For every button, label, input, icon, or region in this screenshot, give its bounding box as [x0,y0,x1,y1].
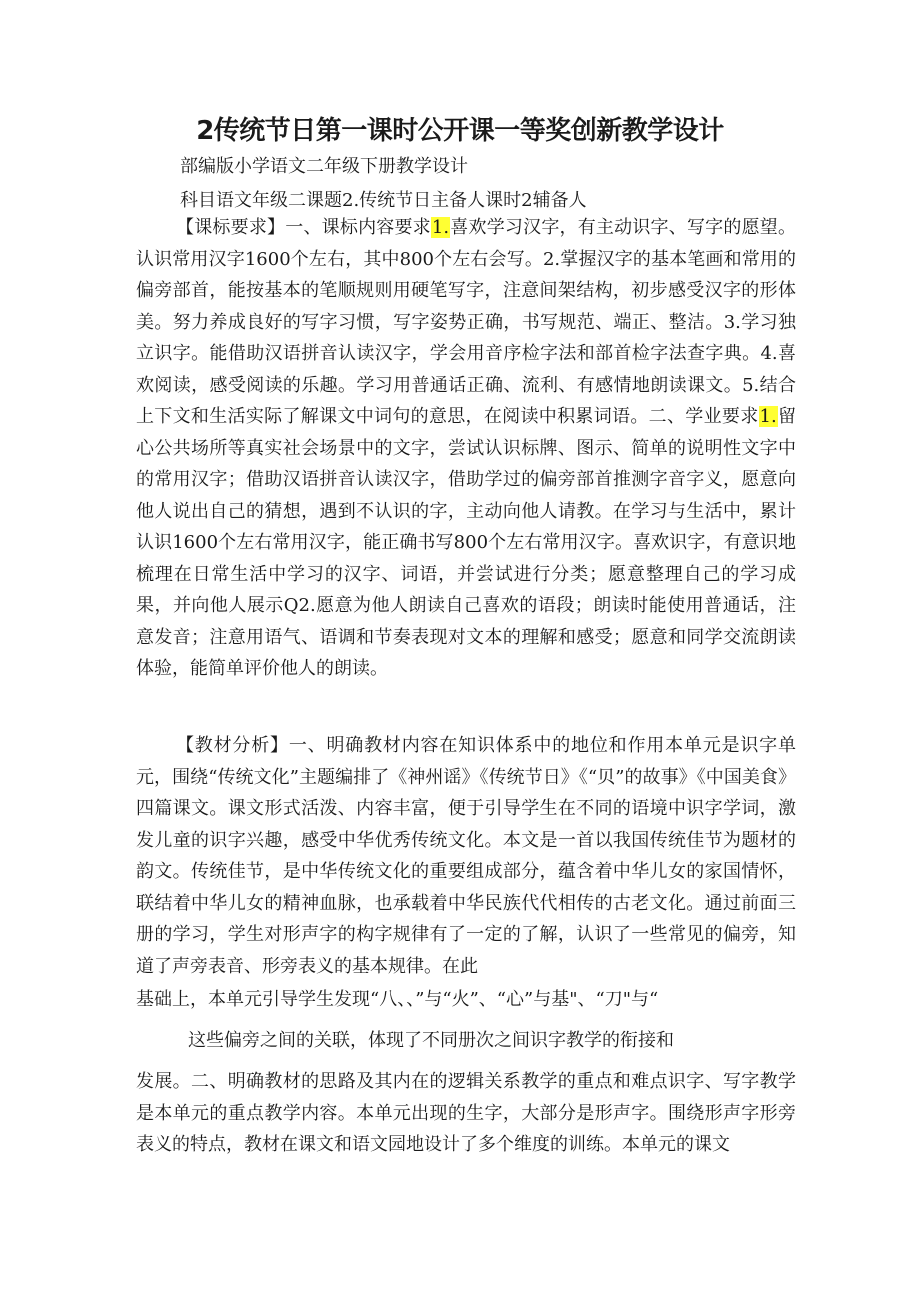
document-subtitle: 部编版小学语文二年级下册教学设计 [180,156,468,177]
radical-relation-line: 这些偏旁之间的关联，体现了不同册次之间识字教学的衔接和 [188,1030,674,1051]
document-title: 2传统节日第一课时公开课一等奖创新教学设计 [196,116,724,146]
highlight-mark-1: 1. [431,217,450,238]
teaching-focus-paragraph: 发展。二、明确教材的思路及其内在的逻辑关系教学的重点和难点识字、写字教学是本单元的重点教学内容。本单元出现的生字，大部分是形声字。围绕形声字形旁表义的特点，教材在课文和语文园地设计了多个维度的训练。本单元的课文 [136,1071,796,1155]
textbook-analysis-paragraph: 【教材分析】一、明确教材内容在知识体系中的地位和作用本单元是识字单元，围绕“传统文化”主题编排了《神州谣》《传统节日》《“贝”的故事》《中国美食》四篇课文。课文形式活泼、内容丰富，便于引导学生在不同的语境中识字学词，激发儿童的识字兴趣，感受中华优秀传统文化。本文是一首以我国传统佳节为题材的韵文。传统佳节，是中华传统文化的重要组成部分，蕴含着中华儿女的家国情怀，联结着中华儿女的精神血脉，也承载着中华民族代代相传的古老文化。通过前面三册的学习，学生对形声字的构字规律有了一定的了解，认识了一些常见的偏旁，知道了声旁表音、形旁表义的基本规律。在此 [136,735,796,977]
course-info-line: 科目语文年级二课题2.传统节日主备人课时2辅备人 [180,190,587,211]
curriculum-requirements-paragraph [136,212,796,685]
curriculum-text-part2: 喜欢学习汉字，有主动识字、写字的愿望。认识常用汉字1600个左右，其中800个左右会写。2.掌握汉字的基本笔画和常用的偏旁部首，能按基本的笔顺规则用硬笔写字，注意间架结构，初步感受汉字的形体美。努力养成良好的写字习惯，写字姿势正确，书写规范、端正、整洁。3.学习独立识字。能借助汉语拼音认读汉字，学会用音序检字法和部首检字法查字典。4.喜欢阅读，感受阅读的乐趣。学习用普通话正确、流利、有感情地朗读课文。5.结合上下文和生活实际了解课文中词句的意思，在阅读中积累词语。二、学业要求 [136,217,796,427]
curriculum-text-part3: 留心公共场所等真实社会场景中的文字，尝试认识标牌、图示、简单的说明性文字中的常用汉字；借助汉语拼音认读汉字，借助学过的偏旁部首推测字音字义，愿意向他人说出自己的猜想，遇到不认识的字，主动向他人请教。在学习与生活中，累计认识1600个左右常用汉字，能正确书写800个左右常用汉字。喜欢识字，有意识地梳理在日常生活中学习的汉字、词语，并尝试进行分类；愿意整理自己的学习成果，并向他人展示Q2.愿意为他人朗读自己喜欢的语段；朗读时能使用普通话，注意发音；注意用语气、语调和节奏表现对文本的理解和感受；愿意和同学交流朗读体验，能简单评价他人的朗读。 [136,406,796,679]
radical-comparison-line: 基础上，本单元引导学生发现“八、、”与“火”、“心”与基"、“刀"与“ [136,989,659,1010]
highlight-mark-2: 1. [759,406,777,427]
curriculum-text-part1: 【课标要求】一、课标内容要求 [176,217,431,238]
